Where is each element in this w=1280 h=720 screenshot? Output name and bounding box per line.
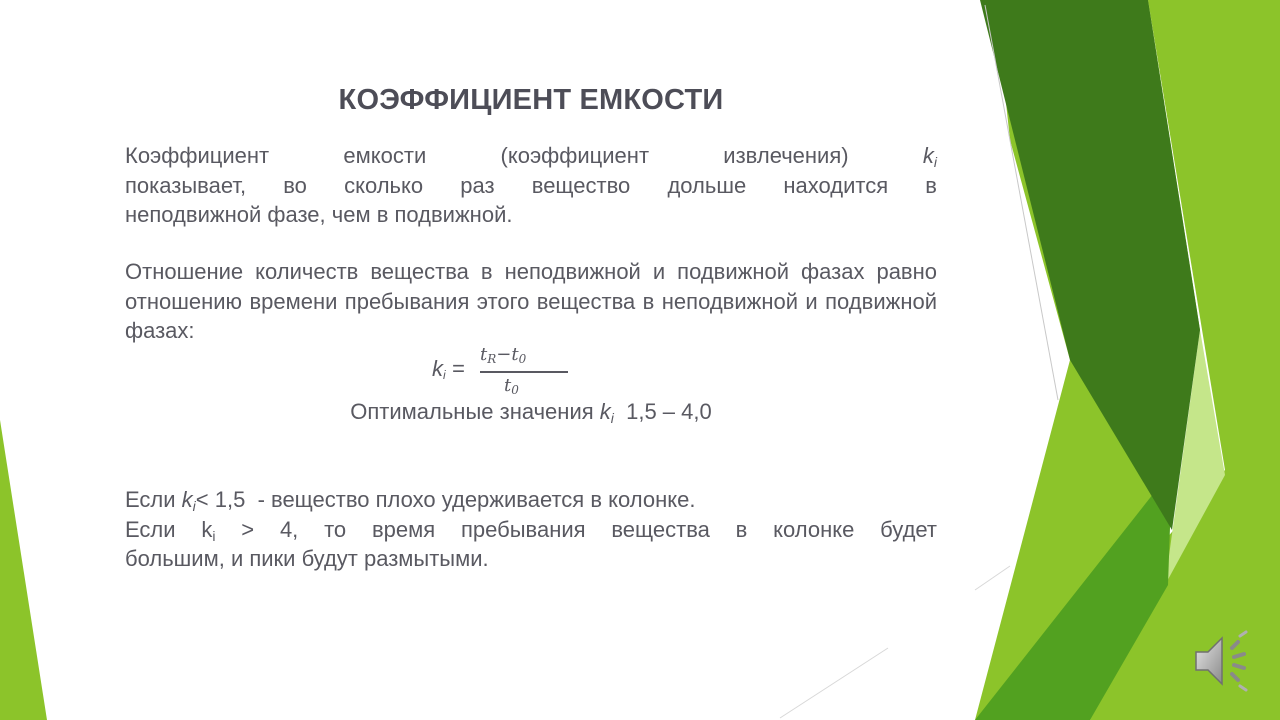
paragraph-ratio-explanation: Отношение количеств вещества в неподвижной и подвижной фазах равно отношению времени пребывания этого вещества в неподвижной и подвижной фазах: xyxy=(125,259,937,343)
formula-fraction-bar xyxy=(480,371,568,373)
left-green-shape xyxy=(0,420,47,720)
paragraph1-line2: показывает, во сколько раз вещество дольше находится в xyxy=(125,172,937,198)
formula-numerator: $t_R-t_0$ xyxy=(480,344,527,366)
slide-title: КОЭФФИЦИЕНТ ЕМКОСТИ xyxy=(338,84,724,116)
paragraph-conditions xyxy=(125,485,937,574)
paragraph3-line2: Если $k_i > 4$, то время пребывания вещества в колонке будет xyxy=(125,516,937,544)
paragraph1-line3: неподвижной фазе, чем в подвижной. xyxy=(125,202,513,227)
thin-line-2 xyxy=(780,648,888,718)
paragraph3-line1: Если $k_i< 1,5$ - вещество плохо удерживается в колонке. xyxy=(125,487,696,514)
speaker-icon[interactable] xyxy=(1192,630,1254,692)
thin-line-3 xyxy=(975,566,1010,590)
paragraph-capacity-definition xyxy=(125,141,937,230)
formula-denominator: $t_0$ xyxy=(504,375,519,397)
optimal-values-line: Оптимальные значения $k_i$ 1,5 – 4,0 xyxy=(350,399,712,426)
paragraph1-line1: Коэффициент емкости (коэффициент извлечения) $k_i$ xyxy=(125,143,937,170)
capacity-formula xyxy=(420,338,580,402)
paragraph3-line3: большим, и пики будут размытыми. xyxy=(125,546,489,571)
formula-lhs: $k_i$ = xyxy=(432,356,465,382)
